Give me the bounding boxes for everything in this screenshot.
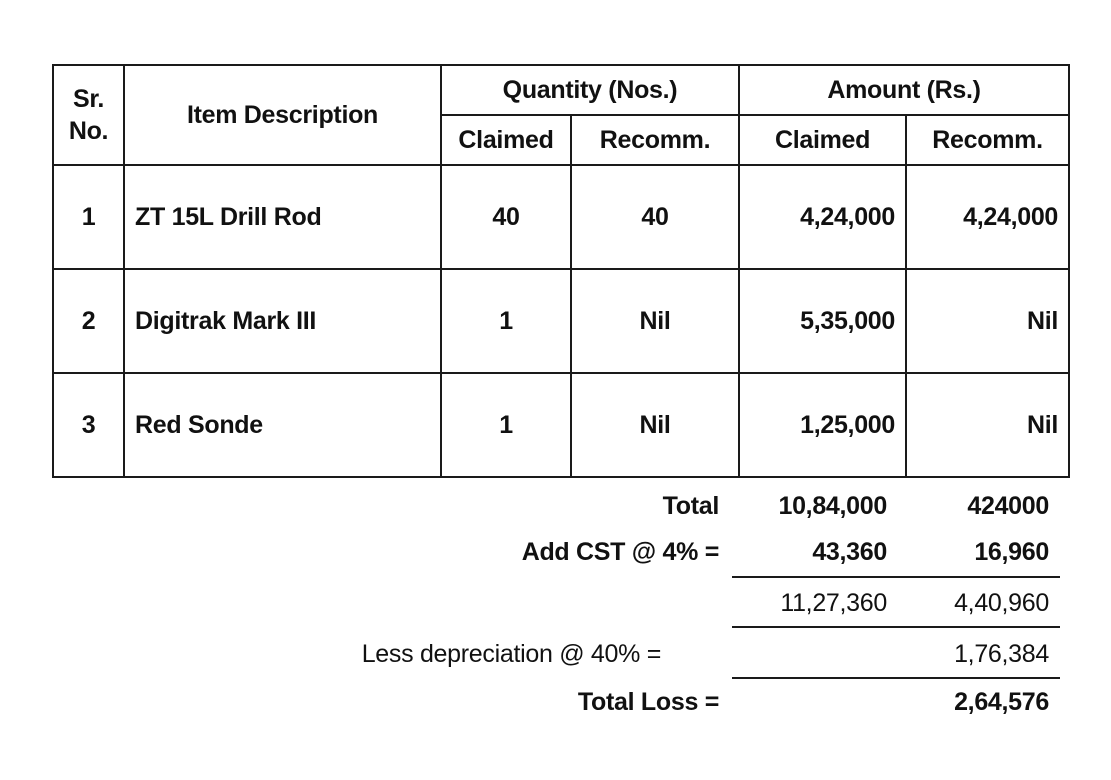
- qty-recomm-cell: Nil: [571, 269, 739, 373]
- depreciation-rule: [732, 626, 1060, 628]
- description-cell: ZT 15L Drill Rod: [124, 165, 441, 269]
- table-body: [53, 165, 1069, 477]
- amt-claimed-cell: 5,35,000: [739, 269, 906, 373]
- total-recomm-value: 424000: [967, 492, 1049, 520]
- total-loss-rule: [732, 677, 1060, 679]
- amt-recomm-cell: Nil: [906, 269, 1069, 373]
- description-cell: Red Sonde: [124, 373, 441, 477]
- total-claimed-value: 10,84,000: [778, 492, 887, 520]
- depreciation-recomm-value: 1,76,384: [954, 640, 1049, 668]
- sr-no-header: Sr. No.: [53, 65, 124, 165]
- amt-recomm-cell: 4,24,000: [906, 165, 1069, 269]
- sr-cell: 2: [53, 269, 124, 373]
- table-header: [53, 65, 1069, 165]
- qty-claimed-cell: 1: [441, 373, 571, 477]
- amount-group-header: Amount (Rs.): [739, 65, 1069, 115]
- cst-label: Add CST @ 4% =: [521, 538, 719, 566]
- sr-cell: 1: [53, 165, 124, 269]
- table-row: [53, 269, 1069, 373]
- cst-claimed-value: 43,360: [812, 538, 887, 566]
- subtotal-recomm-value: 4,40,960: [954, 589, 1049, 617]
- subtotal-rule: [732, 576, 1060, 578]
- sr-cell: 3: [53, 373, 124, 477]
- amt-recomm-header: Recomm.: [906, 115, 1069, 165]
- header-row-top: [53, 65, 1069, 115]
- qty-recomm-cell: Nil: [571, 373, 739, 477]
- quantity-group-header: Quantity (Nos.): [441, 65, 739, 115]
- table-row: [53, 165, 1069, 269]
- qty-claimed-cell: 40: [441, 165, 571, 269]
- total-loss-label: Total Loss =: [577, 688, 719, 716]
- depreciation-label: Less depreciation @ 40% =: [361, 640, 661, 668]
- qty-recomm-cell: 40: [571, 165, 739, 269]
- qty-recomm-header: Recomm.: [571, 115, 739, 165]
- claims-table: [52, 64, 1070, 478]
- qty-claimed-header: Claimed: [441, 115, 571, 165]
- table-row: [53, 373, 1069, 477]
- description-cell: Digitrak Mark III: [124, 269, 441, 373]
- total-label: Total: [662, 492, 719, 520]
- item-description-header: Item Description: [124, 65, 441, 165]
- amt-claimed-cell: 4,24,000: [739, 165, 906, 269]
- amt-claimed-cell: 1,25,000: [739, 373, 906, 477]
- amt-recomm-cell: Nil: [906, 373, 1069, 477]
- cst-recomm-value: 16,960: [974, 538, 1049, 566]
- subtotal-claimed-value: 11,27,360: [780, 589, 887, 617]
- amt-claimed-header: Claimed: [739, 115, 906, 165]
- qty-claimed-cell: 1: [441, 269, 571, 373]
- total-loss-recomm-value: 2,64,576: [954, 688, 1049, 716]
